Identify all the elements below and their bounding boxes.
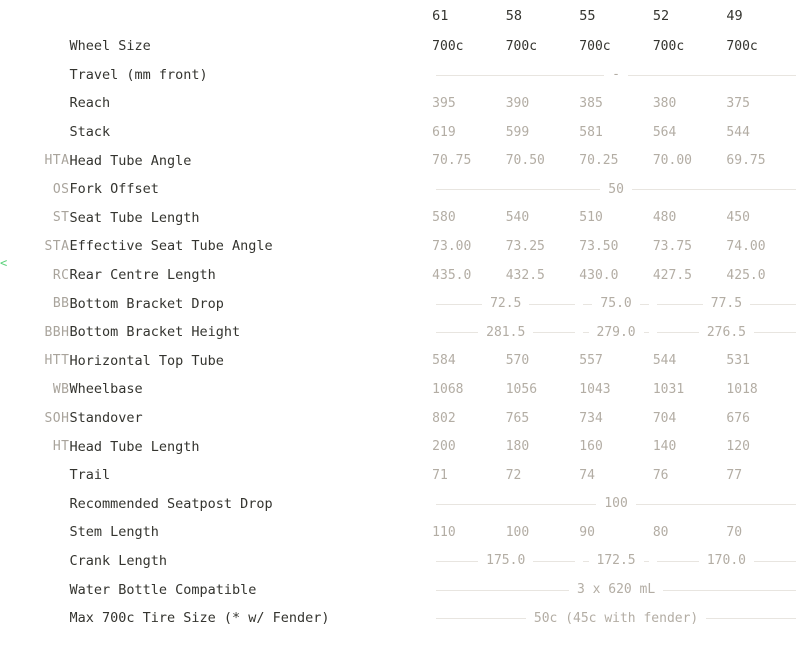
- row-label: Wheelbase: [69, 381, 143, 398]
- row-value: 1056: [505, 381, 538, 397]
- header-abbr-spacer: [0, 0, 69, 32]
- sta-row-pointer-mark: <: [0, 256, 8, 270]
- row-value: 700c: [505, 38, 538, 54]
- row-label: Bottom Bracket Height: [69, 324, 241, 341]
- size-header-1: 58: [505, 8, 522, 24]
- row-value: 100: [596, 496, 635, 511]
- size-header-row: [0, 0, 800, 32]
- row-value: 70.75: [432, 153, 472, 169]
- row-value: 557: [579, 353, 603, 369]
- row-value: 1068: [432, 381, 464, 397]
- row-value: 430.0: [579, 267, 619, 283]
- row-value: 276.5: [699, 325, 754, 340]
- row-label: Seat Tube Length: [69, 209, 200, 226]
- row-value-span: [432, 490, 800, 519]
- row-abbreviation: STA: [44, 238, 70, 254]
- table-row: [0, 375, 800, 404]
- row-value: 700c: [432, 38, 464, 54]
- row-abbreviation: HTT: [44, 353, 70, 369]
- table-row: [0, 289, 800, 318]
- row-value: 175.0: [478, 553, 533, 568]
- row-abbreviation: ST: [52, 210, 70, 226]
- row-abbreviation: HT: [52, 439, 70, 455]
- row-abbreviation: [0, 518, 69, 547]
- row-label: Water Bottle Compatible: [69, 581, 257, 598]
- header-label-spacer: [69, 0, 432, 32]
- row-value: 74: [579, 467, 595, 483]
- row-value: 380: [652, 95, 677, 111]
- row-value: 73.50: [579, 238, 619, 254]
- row-value: 395: [432, 95, 456, 111]
- size-header-4: 49: [726, 8, 743, 24]
- row-value: 172.5: [589, 553, 644, 568]
- row-label: Recommended Seatpost Drop: [69, 495, 273, 512]
- row-value: 90: [579, 524, 595, 540]
- row-abbreviation: HTA: [44, 153, 70, 169]
- table-row: [0, 118, 800, 147]
- row-value: 584: [432, 353, 456, 369]
- table-row: [0, 261, 800, 290]
- row-abbreviation: [0, 547, 69, 576]
- table-row: [0, 604, 800, 633]
- row-value-group: [653, 318, 800, 347]
- row-value: 570: [505, 353, 530, 369]
- row-abbreviation: BB: [52, 296, 70, 312]
- row-label: Fork Offset: [69, 181, 159, 198]
- row-abbreviation: [0, 32, 69, 61]
- table-row: [0, 89, 800, 118]
- row-value: 50: [600, 182, 632, 197]
- row-value: 619: [432, 124, 456, 140]
- row-value: 70.00: [652, 153, 692, 169]
- row-label: Travel (mm front): [69, 66, 208, 83]
- row-abbreviation: SOH: [44, 410, 70, 426]
- row-value: 390: [505, 95, 530, 111]
- row-value: 1043: [579, 381, 611, 397]
- row-label: Crank Length: [69, 552, 168, 569]
- row-value: 375: [726, 95, 750, 111]
- row-value-group: [579, 289, 653, 318]
- row-value-group: [432, 318, 579, 347]
- table-row: [0, 461, 800, 490]
- row-value: 544: [726, 124, 750, 140]
- row-abbreviation: [0, 118, 69, 147]
- table-row: [0, 404, 800, 433]
- row-value-group: [653, 289, 800, 318]
- row-label: Wheel Size: [69, 38, 151, 55]
- row-value: 427.5: [652, 267, 692, 283]
- row-abbreviation: [0, 461, 69, 490]
- row-value: 80: [652, 524, 669, 540]
- row-value: 70: [726, 524, 743, 540]
- row-value-group: [653, 547, 800, 576]
- row-value: 544: [652, 353, 677, 369]
- row-value-span: [432, 61, 800, 90]
- row-abbreviation: BBH: [44, 324, 70, 340]
- row-abbreviation: [0, 89, 69, 118]
- row-abbreviation: [0, 490, 69, 519]
- row-label: Head Tube Length: [69, 438, 200, 455]
- row-value: 140: [652, 439, 677, 455]
- row-value: 480: [652, 210, 677, 226]
- row-label: Max 700c Tire Size (* w/ Fender): [69, 610, 330, 627]
- row-value: 1018: [726, 381, 758, 397]
- row-value-group: [579, 318, 653, 347]
- row-value: 73.75: [652, 238, 692, 254]
- row-value: 180: [505, 439, 530, 455]
- row-label: Bottom Bracket Drop: [69, 295, 224, 312]
- row-value: 700c: [652, 38, 685, 54]
- row-abbreviation: OS: [52, 181, 70, 197]
- table-row: [0, 575, 800, 604]
- table-row: [0, 347, 800, 376]
- table-row: [0, 32, 800, 61]
- row-value: 100: [505, 524, 530, 540]
- row-value-span: [432, 604, 800, 633]
- row-value: 279.0: [589, 325, 644, 340]
- row-abbreviation: RC: [52, 267, 70, 283]
- row-value: 72: [505, 467, 522, 483]
- row-label: Reach: [69, 95, 111, 112]
- row-value-group: [432, 289, 579, 318]
- row-value: 72.5: [482, 296, 529, 311]
- row-value: 281.5: [478, 325, 533, 340]
- row-value: 432.5: [505, 267, 545, 283]
- row-label: Trail: [69, 467, 111, 484]
- row-abbreviation: [0, 61, 69, 90]
- row-value: 540: [505, 210, 530, 226]
- row-value-group: [579, 547, 653, 576]
- row-value-span: [432, 175, 800, 204]
- row-label: Stack: [69, 124, 111, 141]
- row-value: 75.0: [592, 296, 639, 311]
- table-row: [0, 146, 800, 175]
- row-abbreviation: WB: [52, 381, 70, 397]
- row-value: 77: [726, 467, 743, 483]
- table-row: [0, 175, 800, 204]
- row-value: 170.0: [699, 553, 754, 568]
- row-value: 700c: [579, 38, 611, 54]
- row-value: 70.25: [579, 153, 619, 169]
- row-value: 510: [579, 210, 603, 226]
- row-value: 676: [726, 410, 750, 426]
- table-header: [0, 0, 800, 32]
- row-label: Standover: [69, 410, 143, 427]
- row-value: 599: [505, 124, 530, 140]
- row-value: 734: [579, 410, 603, 426]
- row-value: 765: [505, 410, 530, 426]
- row-value: 110: [432, 524, 456, 540]
- size-header-0: 61: [432, 8, 449, 24]
- row-value: 425.0: [726, 267, 766, 283]
- row-value: 160: [579, 439, 603, 455]
- row-value: 531: [726, 353, 750, 369]
- size-header-2: 55: [579, 8, 596, 24]
- row-label: Rear Centre Length: [69, 267, 216, 284]
- row-value: 50c (45c with fender): [526, 611, 706, 626]
- row-value: 3 x 620 mL: [569, 582, 663, 597]
- row-value: 435.0: [432, 267, 472, 283]
- row-value: 200: [432, 439, 456, 455]
- table-row: [0, 432, 800, 461]
- table-body: [0, 32, 800, 632]
- row-value: 385: [579, 95, 603, 111]
- table-row: [0, 547, 800, 576]
- row-value: 450: [726, 210, 750, 226]
- size-header-3: 52: [652, 8, 670, 24]
- row-value: 69.75: [726, 153, 766, 169]
- row-label: Stem Length: [69, 524, 159, 541]
- table-row: [0, 232, 800, 261]
- table-row: [0, 61, 800, 90]
- row-value: 76: [652, 467, 669, 483]
- row-value: 1031: [652, 381, 685, 397]
- table-row: [0, 204, 800, 233]
- row-value: 580: [432, 210, 456, 226]
- row-value: 802: [432, 410, 456, 426]
- row-value: 73.00: [432, 238, 472, 254]
- row-value: -: [604, 67, 628, 82]
- row-value: 704: [652, 410, 677, 426]
- row-value: 71: [432, 467, 448, 483]
- row-label: Head Tube Angle: [69, 152, 192, 169]
- row-value: 70.50: [505, 153, 545, 169]
- row-value-group: [432, 547, 579, 576]
- row-value: 74.00: [726, 238, 766, 254]
- row-label: Horizontal Top Tube: [69, 352, 224, 369]
- table-row: [0, 518, 800, 547]
- row-abbreviation: [0, 575, 69, 604]
- row-value: 581: [579, 124, 603, 140]
- row-value: 700c: [726, 38, 758, 54]
- table-row: [0, 490, 800, 519]
- row-value: 564: [652, 124, 677, 140]
- row-abbreviation: [0, 604, 69, 633]
- table-row: [0, 318, 800, 347]
- row-label: Effective Seat Tube Angle: [69, 238, 273, 255]
- row-value: 77.5: [703, 296, 750, 311]
- row-value: 73.25: [505, 238, 545, 254]
- row-value-span: [432, 575, 800, 604]
- row-value: 120: [726, 439, 750, 455]
